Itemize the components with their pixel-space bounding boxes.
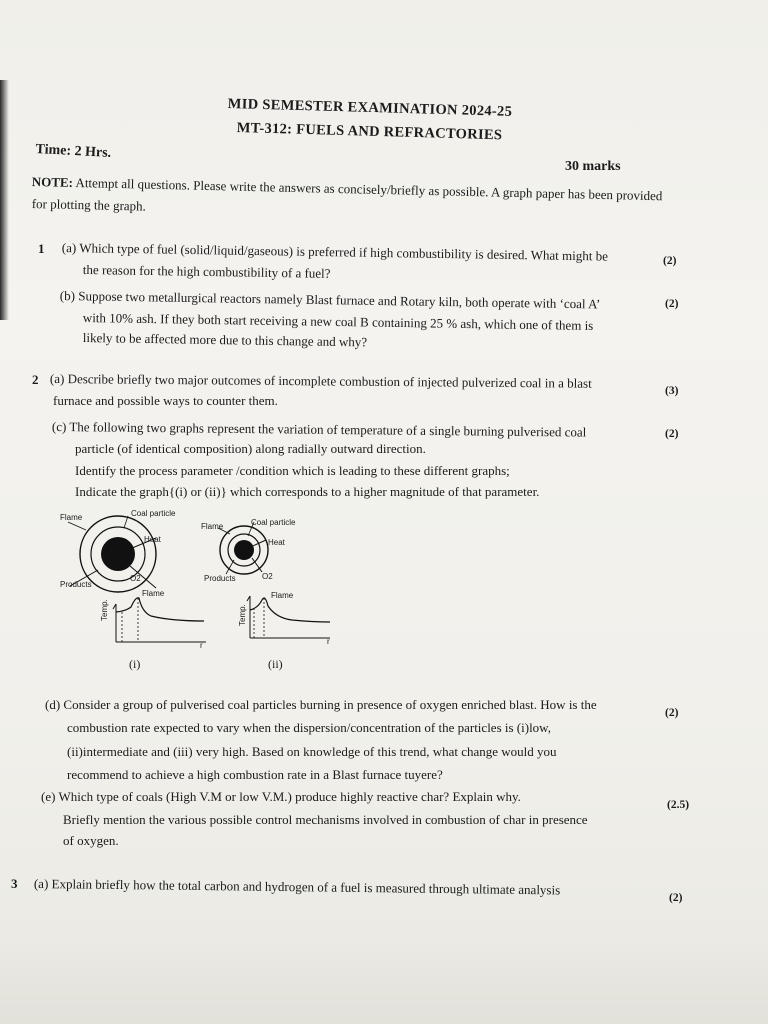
- fig-i-caption: (i): [129, 657, 141, 671]
- q2-number: 2: [32, 372, 39, 387]
- fig-ii-label-o2: O2: [262, 572, 273, 581]
- fig-i-label-flame: Flame: [60, 513, 83, 522]
- figure-ii: [196, 512, 346, 662]
- scan-edge-shadow: [0, 80, 9, 320]
- fig-i-label-o2: O2: [130, 574, 141, 583]
- fig-i-temp-curve: [116, 598, 204, 621]
- fig-ii-temp-curve: [250, 598, 330, 622]
- fig-ii-label-coal-particle: Coal particle: [251, 518, 296, 527]
- q2e-line-1: (e) Which type of coals (High V.M or low V.M.) produce highly reactive char? Explain why.: [41, 789, 521, 804]
- q1-number: 1: [38, 241, 45, 256]
- q2e-line-3: of oxygen.: [63, 833, 119, 848]
- q1b-line-2: with 10% ash. If they both start receiving a new coal B containing 25 % ash, which one of them is: [82, 310, 594, 334]
- exam-marks: 30 marks: [565, 159, 621, 174]
- fig-ii-label-products: Products: [204, 574, 236, 583]
- fig-i-label-heat: Heat: [144, 535, 161, 544]
- q2d-marks: (2): [665, 707, 679, 719]
- q1b-line-3: likely to be affected more due to this change and why?: [82, 330, 368, 350]
- fig-i-label-r: r: [200, 641, 203, 650]
- q2e-line-2: Briefly mention the various possible control mechanisms involved in combustion of char in presence: [63, 812, 588, 827]
- q3a-line-1: (a) Explain briefly how the total carbon and hydrogen of a fuel is measured through ultimate analysis: [33, 876, 561, 898]
- q1a-line-2: the reason for the high combustibility of a fuel?: [82, 262, 331, 281]
- q2a-line-2: furnace and possible ways to counter them.: [53, 393, 278, 408]
- fig-i-particle-pointer: [124, 516, 128, 528]
- q1b-line-1: (b) Suppose two metallurgical reactors namely Blast furnace and Rotary kiln, both operate with ‘coal A’: [59, 288, 601, 312]
- q2c-marks: (2): [665, 428, 679, 440]
- q2c-line-2: particle (of identical composition) along radially outward direction.: [75, 441, 426, 456]
- fig-ii-label-graph-flame: Flame: [271, 591, 294, 600]
- q2c-line-4: Indicate the graph{(i) or (ii)} which corresponds to a higher magnitude of that parameter.: [75, 484, 540, 499]
- fig-ii-label-temp: Temp.: [238, 604, 247, 626]
- exam-time: Time: 2 Hrs.: [35, 142, 112, 161]
- q2a-marks: (3): [665, 385, 679, 397]
- fig-i-flame-pointer: [68, 522, 86, 530]
- q2c-line-3: Identify the process parameter /condition which is leading to these different graphs;: [75, 463, 510, 478]
- course-title: MT-312: FUELS AND REFRACTORIES: [236, 120, 503, 144]
- fig-ii-label-flame: Flame: [201, 522, 224, 531]
- fig-i-label-temp: Temp.: [100, 599, 109, 621]
- q1a-marks: (2): [663, 255, 677, 267]
- q3a-marks: (2): [669, 892, 683, 904]
- q2a-line-1: (a) Describe briefly two major outcomes of incomplete combustion of injected pulverized coal in a blast: [49, 371, 592, 391]
- q1b-marks: (2): [665, 298, 679, 310]
- q2d-line-4: recommend to achieve a high combustion rate in a Blast furnace tuyere?: [67, 767, 443, 782]
- q1a-line-1: (a) Which type of fuel (solid/liquid/gaseous) is preferred if high combustibility is desired. What might be: [61, 240, 609, 264]
- q2c-line-1: (c) The following two graphs represent the variation of temperature of a single burning pulverised coal: [51, 419, 587, 440]
- q2d-line-3: (ii)intermediate and (iii) very high. Based on knowledge of this trend, what change would you: [67, 744, 557, 759]
- note-line-2: for plotting the graph.: [31, 196, 147, 214]
- fig-i-label-products: Products: [60, 580, 92, 589]
- fig-i-label-graph-flame: Flame: [142, 589, 165, 598]
- q3-number: 3: [11, 876, 18, 891]
- note-label: NOTE:: [31, 174, 74, 190]
- fig-i-label-coal-particle: Coal particle: [131, 509, 176, 518]
- fig-ii-label-r: r: [327, 637, 330, 646]
- scan-bottom-shade: [0, 940, 768, 1024]
- fig-ii-caption: (ii): [268, 657, 283, 671]
- note-text: Attempt all questions. Please write the answers as concisely/briefly as possible. A graph paper has been provided: [75, 174, 663, 204]
- exam-title: MID SEMESTER EXAMINATION 2024-25: [227, 96, 513, 120]
- q2e-marks: (2.5): [667, 799, 690, 811]
- q2d-line-1: (d) Consider a group of pulverised coal particles burning in presence of oxygen enriched blast. How is the: [45, 697, 597, 712]
- fig-ii-label-heat: Heat: [268, 538, 285, 547]
- q2d-line-2: combustion rate expected to vary when the dispersion/concentration of the particles is (i)low,: [67, 720, 551, 735]
